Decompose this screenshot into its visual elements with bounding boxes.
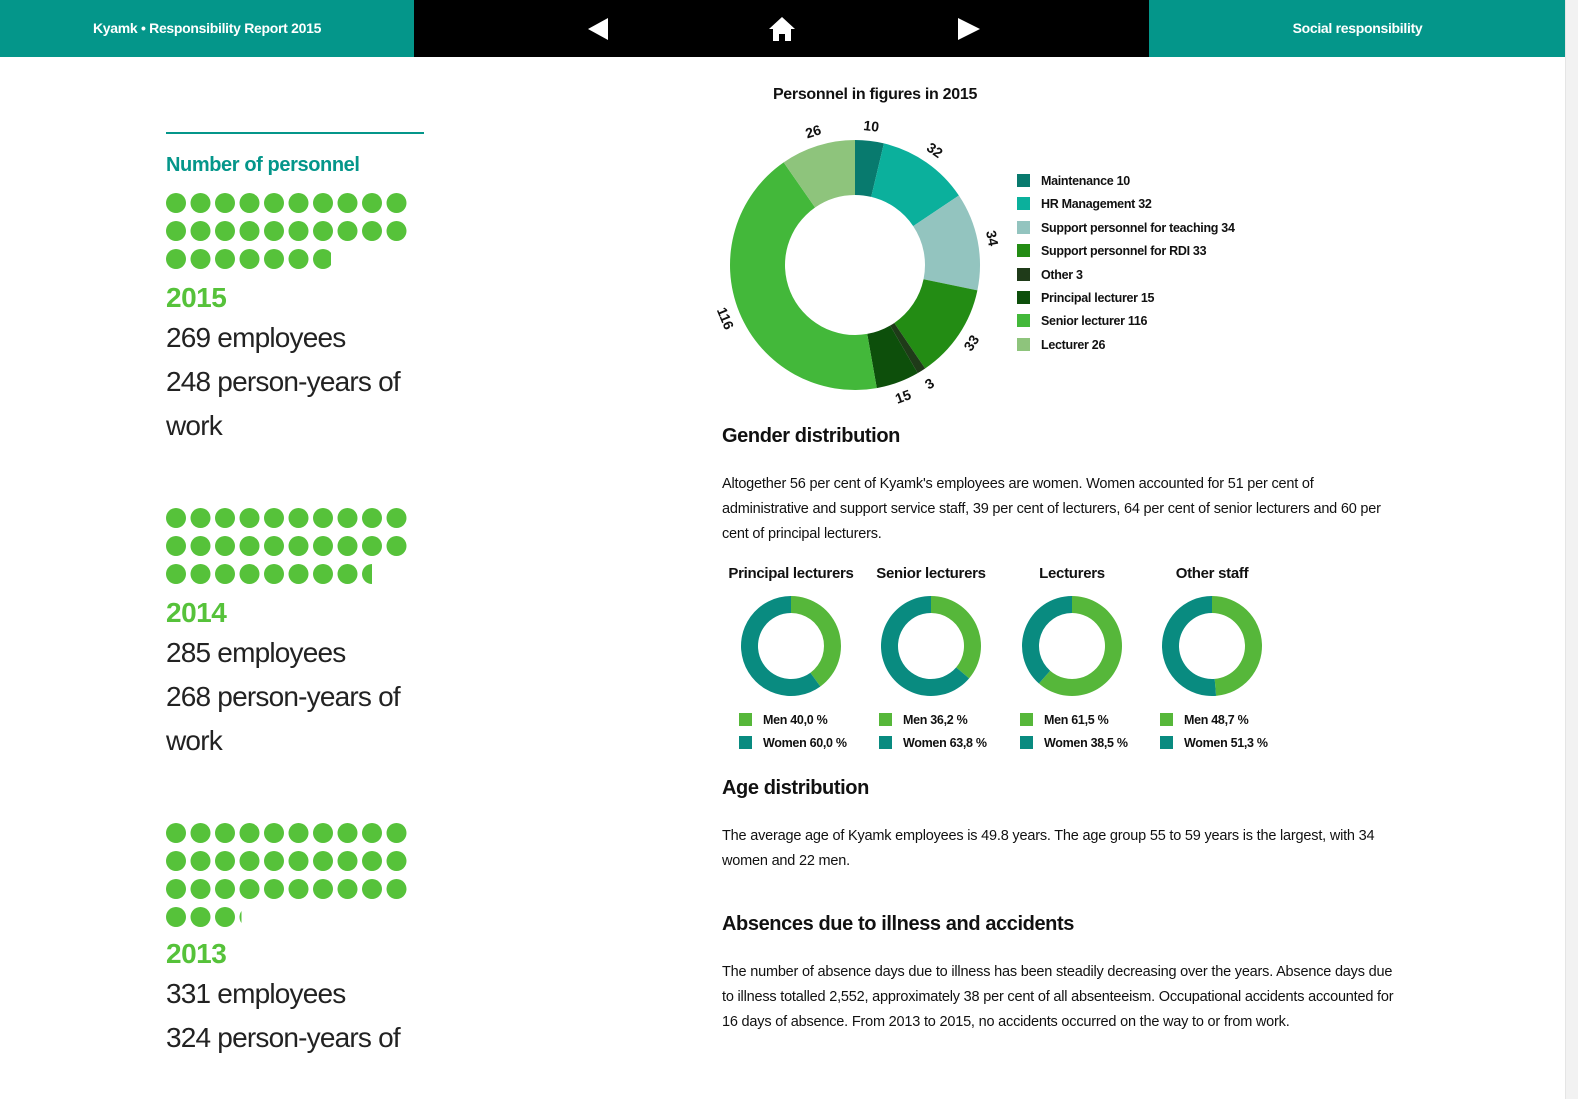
personnel-dot [264,536,284,556]
personnel-dot [240,193,260,213]
personnel-dot [289,193,309,213]
personnel-donut-chart [700,110,1020,410]
personnel-dot [191,564,211,584]
personnel-dot [264,851,284,871]
personnel-dot [191,823,211,843]
personnel-dot [191,907,211,927]
slice-men [1212,596,1262,696]
employees-2015: 269 employees [166,322,346,353]
dots-2015 [166,193,426,278]
previous-button[interactable] [580,10,620,48]
person-years-2015: 248 person-years of [166,366,400,397]
top-bar [0,0,1578,57]
employees-2014: 285 employees [166,637,346,668]
legend-swatch [1020,736,1033,749]
legend-label: Support personnel for teaching 34 [1041,220,1235,235]
personnel-dot [338,851,358,871]
legend-label: Women 63,8 % [903,736,987,750]
legend-label: Maintenance 10 [1041,174,1130,188]
slice-label: 3 [921,374,937,393]
absences-text: The number of absence days due to illness has been steadily decreasing over the years. Absence days due to illness totalled 2,552, approximately 38 per cent of all absenteeism. Occupational accidents accounted for 16 days of absence. From 2013 to 2015, no accidents occurred on the way to or from work. [722,964,1394,1030]
personnel-dot [191,249,211,269]
gender-chart-title: Lecturers [1039,565,1105,582]
personnel-dot [289,564,309,584]
slice-label: 15 [892,386,914,407]
personnel-dot [215,907,235,927]
personnel-dot [191,508,211,528]
personnel-dot [240,823,260,843]
personnel-heading: Number of personnel [166,154,360,176]
person-years-2014-cont: work [166,725,222,756]
personnel-column [166,132,426,1060]
section-title[interactable]: Social responsibility [1149,0,1566,57]
legend-label: Women 60,0 % [763,736,847,750]
gender-legend-item [879,712,967,728]
nav-bar [414,0,1149,57]
gender-donut [1157,591,1267,701]
personnel-chart-title: Personnel in figures in 2015 [772,86,978,103]
personnel-dot [362,221,382,241]
personnel-dot [313,249,333,269]
legend-swatch [1017,338,1030,351]
legend-item [1017,243,1206,259]
age-heading: Age distribution [722,777,869,799]
personnel-dot [313,536,333,556]
home-button[interactable] [762,10,802,48]
slice-label: 32 [923,139,946,162]
gender-legend-item [739,712,827,728]
legend-swatch [1160,713,1173,726]
personnel-dot [338,536,358,556]
personnel-dot [215,249,235,269]
previous-icon [580,10,620,48]
year-2013: 2013 [166,938,227,969]
personnel-dot [387,193,407,213]
gender-heading: Gender distribution [722,425,900,447]
legend-swatch [1017,314,1030,327]
legend-item [1017,267,1083,283]
personnel-dot [313,564,333,584]
personnel-dot [191,851,211,871]
slice-men [931,596,981,678]
personnel-dot [362,193,382,213]
personnel-dot [313,193,333,213]
legend-item [1017,220,1235,236]
legend-swatch [739,736,752,749]
gender-legend-item [879,735,987,751]
personnel-dot [264,249,284,269]
personnel-dot [240,564,260,584]
slice-label: 34 [983,229,1002,248]
personnel-dot [313,508,333,528]
gender-legend-item [1160,735,1268,751]
gender-legend-item [1160,712,1248,728]
gender-chart-title: Other staff [1175,565,1249,582]
personnel-dot [191,879,211,899]
legend-label: Principal lecturer 15 [1041,291,1155,305]
personnel-dot [338,508,358,528]
next-button[interactable] [950,10,990,48]
personnel-dot [166,536,186,556]
legend-label: Support personnel for RDI 33 [1041,244,1207,259]
slice-senior-lecturer [730,162,877,390]
gender-legend-item [1020,735,1128,751]
personnel-dot [264,879,284,899]
gender-donut [1017,591,1127,701]
year-2015: 2015 [166,282,227,313]
personnel-dot [264,193,284,213]
personnel-dot [313,221,333,241]
legend-label: Lecturer 26 [1041,337,1106,352]
personnel-dot [240,249,260,269]
personnel-dot [215,193,235,213]
legend-label: Other 3 [1041,267,1083,282]
personnel-dot [191,221,211,241]
personnel-dot [313,879,333,899]
personnel-dot [387,851,407,871]
personnel-dot [240,221,260,241]
legend-label: Women 38,5 % [1044,736,1128,750]
personnel-dot [313,851,333,871]
legend-label: Men 61,5 % [1044,713,1109,727]
scrollbar[interactable] [1565,0,1578,1099]
personnel-dot [215,221,235,241]
personnel-dot [191,193,211,213]
legend-item [1017,337,1105,353]
personnel-dot [215,823,235,843]
personnel-dot [289,249,309,269]
employees-2013: 331 employees [166,978,346,1009]
personnel-dot [166,508,186,528]
personnel-dot [215,851,235,871]
personnel-dot [240,536,260,556]
dots-2014 [166,508,426,593]
personnel-dot [264,508,284,528]
personnel-dot [338,193,358,213]
slice-label: 116 [713,304,738,332]
home-icon [762,10,802,48]
personnel-dot [166,249,186,269]
personnel-dot [313,823,333,843]
personnel-dot [166,851,186,871]
personnel-dot [362,536,382,556]
personnel-dot [387,536,407,556]
legend-label: Men 36,2 % [903,713,968,727]
personnel-dot [264,823,284,843]
person-years-2014: 268 person-years of [166,681,400,712]
legend-swatch [879,736,892,749]
legend-swatch [1017,174,1030,187]
personnel-dot [387,823,407,843]
personnel-dot [166,193,186,213]
personnel-dot [362,851,382,871]
personnel-dot [338,564,358,584]
next-icon [950,10,990,48]
personnel-dot [166,823,186,843]
personnel-dot [289,508,309,528]
personnel-dot [362,564,382,584]
personnel-dot [289,879,309,899]
personnel-dot [166,879,186,899]
legend-swatch [1017,291,1030,304]
personnel-dot [166,564,186,584]
personnel-dot [166,221,186,241]
personnel-dot [289,536,309,556]
personnel-dot [387,221,407,241]
personnel-dot [338,823,358,843]
personnel-dot [264,564,284,584]
personnel-dot [289,823,309,843]
gender-donut [736,591,846,701]
legend-label: Men 40,0 % [763,713,828,727]
personnel-dot [240,907,260,927]
personnel-dot [387,879,407,899]
legend-label: Women 51,3 % [1184,736,1268,750]
legend-item [1017,290,1154,306]
personnel-dot [362,508,382,528]
personnel-dot [240,879,260,899]
gender-chart-title: Principal lecturers [728,565,854,582]
personnel-dot [289,851,309,871]
slice-label: 10 [862,117,880,135]
report-title: Kyamk • Responsibility Report 2015 [0,0,414,57]
personnel-dot [215,564,235,584]
section-divider [166,132,424,134]
legend-swatch [739,713,752,726]
person-years-2015-cont: work [166,410,222,441]
personnel-dot [289,221,309,241]
year-2014: 2014 [166,597,227,628]
personnel-dot [240,508,260,528]
legend-swatch [1017,268,1030,281]
personnel-dot [264,221,284,241]
personnel-dot [215,879,235,899]
gender-donut [876,591,986,701]
personnel-dot [387,508,407,528]
personnel-dot [240,851,260,871]
legend-swatch [1020,713,1033,726]
gender-legend-item [739,735,847,751]
gender-chart-title: Senior lecturers [876,565,986,582]
legend-item [1017,173,1130,189]
legend-swatch [1017,221,1030,234]
legend-swatch [879,713,892,726]
personnel-dot [338,879,358,899]
legend-label: Men 48,7 % [1184,713,1249,727]
legend-swatch [1160,736,1173,749]
personnel-dot [362,879,382,899]
age-text: The average age of Kyamk employees is 49.8 years. The age group 55 to 59 years is the largest, with 34 women and 22 men. [722,828,1375,869]
slice-label: 26 [803,121,823,142]
personnel-dot [362,823,382,843]
legend-label: Senior lecturer 116 [1041,314,1148,329]
slice-women [1022,596,1072,684]
legend-swatch [1017,244,1030,257]
person-years-2013: 324 person-years of [166,1022,400,1053]
slice-label: 33 [960,331,983,354]
personnel-dot [338,221,358,241]
gender-legend-item [1020,712,1108,728]
legend-item [1017,196,1152,212]
absences-heading: Absences due to illness and accidents [722,913,1074,935]
dots-2013 [166,823,426,936]
personnel-dot [215,536,235,556]
slice-men [791,596,841,686]
personnel-dot [191,536,211,556]
personnel-dot [166,907,186,927]
legend-item [1017,313,1147,329]
legend-label: HR Management 32 [1041,197,1152,212]
slice-women [1162,596,1216,696]
gender-text: Altogether 56 per cent of Kyamk's employees are women. Women accounted for 51 per cent of administrative and support service staff, 39 per cent of lecturers, 64 per cent of senior lecturers and 60 per cent of principal lecturers. [722,476,1381,542]
legend-swatch [1017,197,1030,210]
personnel-dot [215,508,235,528]
